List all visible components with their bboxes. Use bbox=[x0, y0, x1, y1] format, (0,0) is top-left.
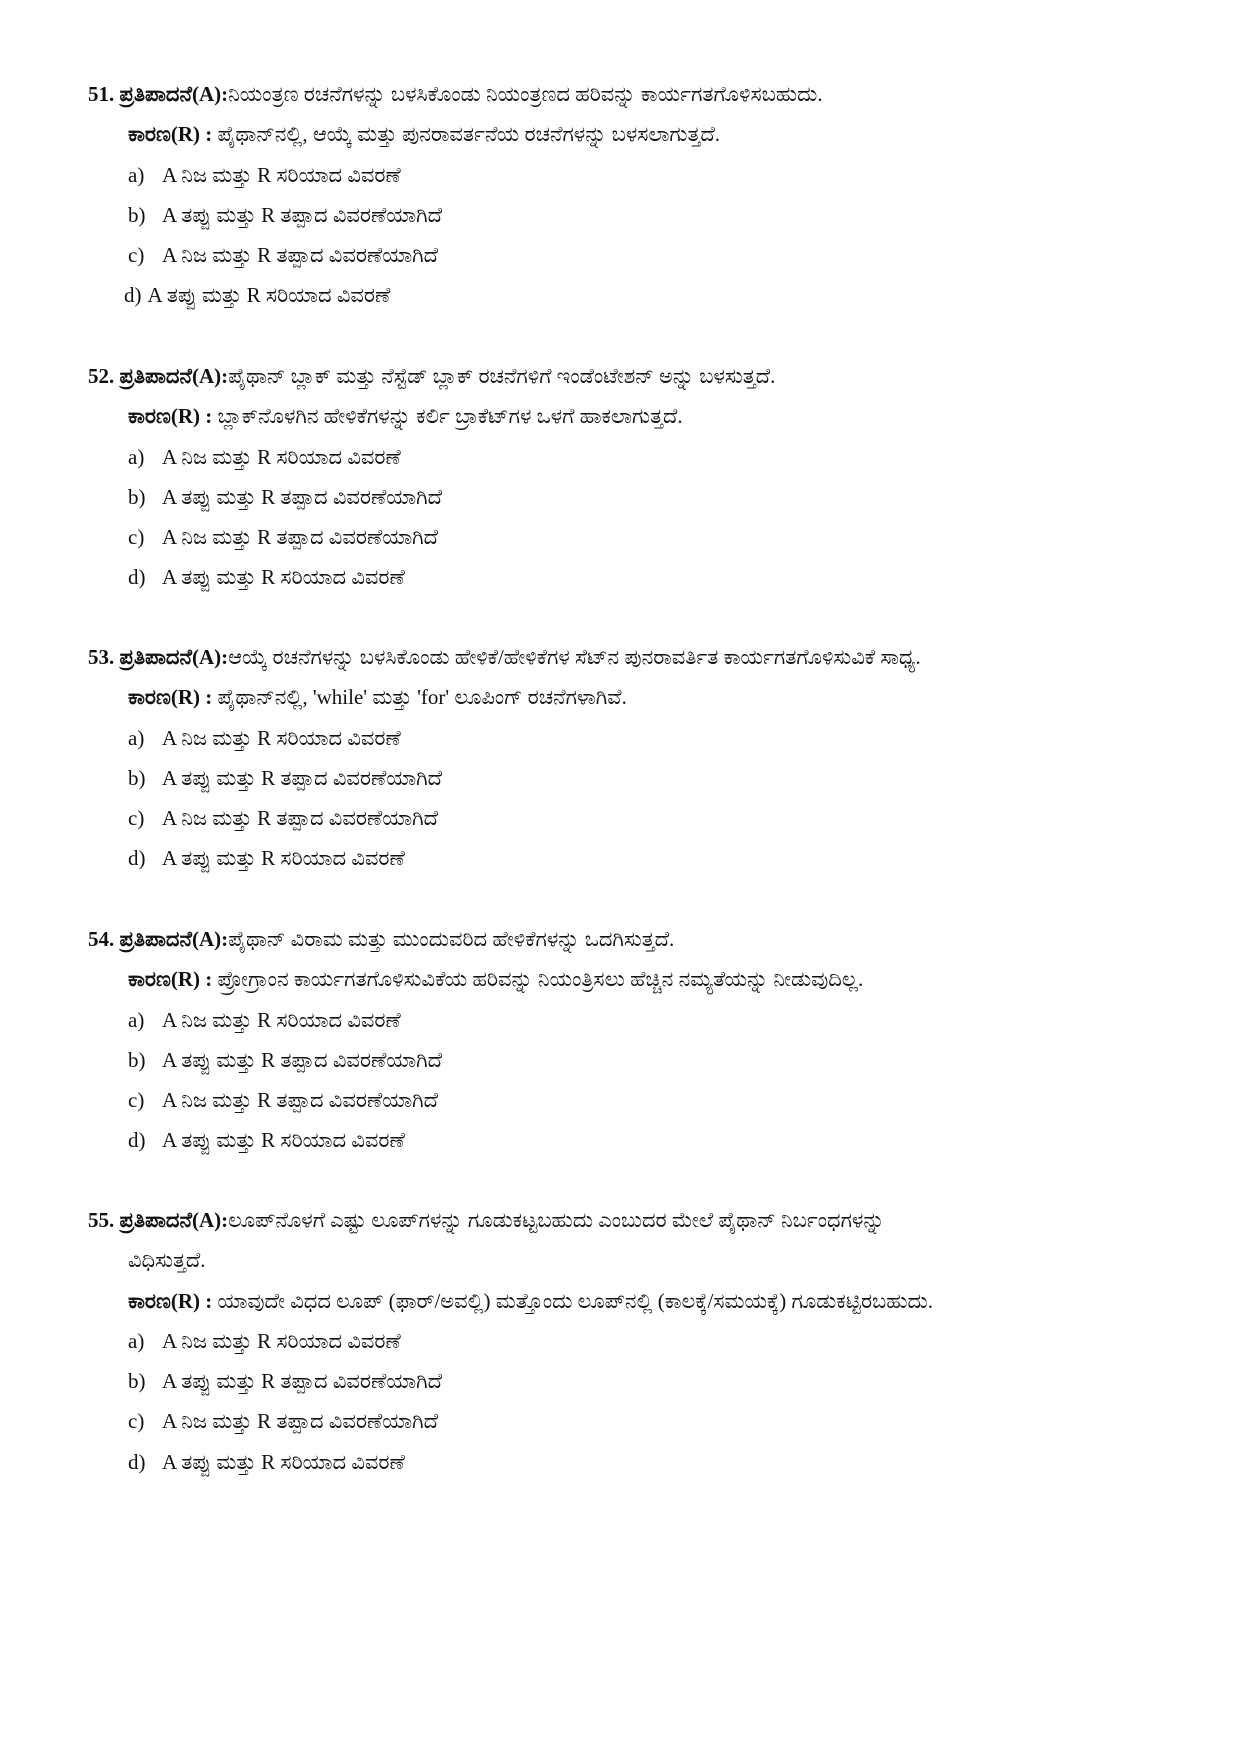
assertion-line bbox=[88, 74, 1148, 114]
option-c bbox=[88, 1401, 1148, 1441]
question-number: 55. bbox=[88, 1208, 115, 1232]
option-text: A ನಿಜ ಮತ್ತು R ಸರಿಯಾದ ವಿವರಣೆ bbox=[162, 1328, 401, 1353]
reason-label: ಕಾರಣ(R) : bbox=[128, 1288, 213, 1313]
option-d bbox=[88, 275, 1148, 315]
option-letter: c) bbox=[128, 1088, 145, 1113]
option-text: A ತಪ್ಪು ಮತ್ತು R ತಪ್ಪಾದ ವಿವರಣೆಯಾಗಿದೆ bbox=[162, 1369, 443, 1394]
assertion-line bbox=[88, 1200, 1148, 1240]
option-text: A ನಿಜ ಮತ್ತು R ತಪ್ಪಾದ ವಿವರಣೆಯಾಗಿದೆ bbox=[162, 806, 439, 831]
option-text: A ತಪ್ಪು ಮತ್ತು R ಸರಿಯಾದ ವಿವರಣೆ bbox=[162, 846, 405, 871]
option-text: A ತಪ್ಪು ಮತ್ತು R ಸರಿಯಾದ ವಿವರಣೆ bbox=[162, 1128, 405, 1153]
option-c bbox=[88, 1080, 1148, 1120]
option-text: A ನಿಜ ಮತ್ತು R ಸರಿಯಾದ ವಿವರಣೆ bbox=[162, 162, 401, 187]
option-b bbox=[88, 477, 1148, 517]
option-letter: b) bbox=[128, 1047, 146, 1072]
option-text: A ನಿಜ ಮತ್ತು R ತಪ್ಪಾದ ವಿವರಣೆಯಾಗಿದೆ bbox=[162, 243, 439, 268]
option-letter: b) bbox=[128, 202, 146, 227]
option-b bbox=[88, 195, 1148, 235]
option-b bbox=[88, 1361, 1148, 1401]
assertion-text: ನಿಯಂತ್ರಣ ರಚನೆಗಳನ್ನು ಬಳಸಿಕೊಂಡು ನಿಯಂತ್ರಣದ ಹರಿವನ್ನು ಕಾರ್ಯಗತಗೊಳಿಸಬಹುದು. bbox=[228, 82, 823, 106]
reason-text: ಪ್ರೋಗ್ರಾಂನ ಕಾರ್ಯಗತಗೊಳಿಸುವಿಕೆಯ ಹರಿವನ್ನು ನಿಯಂತ್ರಿಸಲು ಹೆಚ್ಚಿನ ನಮ್ಯತೆಯನ್ನು ನೀಡುವುದಿಲ್ಲ. bbox=[217, 967, 864, 992]
option-letter: d) bbox=[128, 1449, 146, 1474]
assertion-text: ಪೈಥಾನ್ ವಿರಾಮ ಮತ್ತು ಮುಂದುವರಿದ ಹೇಳಿಕೆಗಳನ್ನು ಒದಗಿಸುತ್ತದೆ. bbox=[228, 927, 675, 951]
reason-line bbox=[88, 677, 1148, 717]
reason-line bbox=[88, 396, 1148, 436]
option-a bbox=[88, 155, 1148, 195]
option-letter: d) bbox=[128, 565, 146, 590]
option-c bbox=[88, 798, 1148, 838]
option-a bbox=[88, 437, 1148, 477]
option-letter: b) bbox=[128, 1369, 146, 1394]
option-text: A ನಿಜ ಮತ್ತು R ತಪ್ಪಾದ ವಿವರಣೆಯಾಗಿದೆ bbox=[162, 525, 439, 550]
reason-line bbox=[88, 1281, 1148, 1321]
reason-line bbox=[88, 114, 1148, 154]
option-d bbox=[88, 1120, 1148, 1160]
option-d bbox=[88, 1442, 1148, 1482]
option-letter: d) bbox=[128, 1128, 146, 1153]
reason-text: ಪೈಥಾನ್‌ನಲ್ಲಿ, ಆಯ್ಕೆ ಮತ್ತು ಪುನರಾವರ್ತನೆಯ ರಚನೆಗಳನ್ನು ಬಳಸಲಾಗುತ್ತದೆ. bbox=[217, 122, 721, 147]
option-letter: d) bbox=[128, 846, 146, 871]
reason-label: ಕಾರಣ(R) : bbox=[128, 404, 213, 429]
option-text: A ತಪ್ಪು ಮತ್ತು R ಸರಿಯಾದ ವಿವರಣೆ bbox=[162, 565, 405, 590]
option-a bbox=[88, 1321, 1148, 1361]
assertion-line bbox=[88, 919, 1148, 959]
option-letter: a) bbox=[128, 444, 145, 469]
reason-label: ಕಾರಣ(R) : bbox=[128, 967, 213, 992]
question-block bbox=[88, 356, 1148, 598]
option-letter: c) bbox=[128, 806, 145, 831]
option-letter: c) bbox=[128, 243, 145, 268]
option-letter: b) bbox=[128, 765, 146, 790]
option-b bbox=[88, 1040, 1148, 1080]
option-d bbox=[88, 838, 1148, 878]
option-text: A ತಪ್ಪು ಮತ್ತು R ತಪ್ಪಾದ ವಿವರಣೆಯಾಗಿದೆ bbox=[162, 202, 443, 227]
question-block bbox=[88, 1200, 1148, 1482]
question-block bbox=[88, 74, 1148, 316]
option-text: A ನಿಜ ಮತ್ತು R ತಪ್ಪಾದ ವಿವರಣೆಯಾಗಿದೆ bbox=[162, 1409, 439, 1434]
question-block bbox=[88, 919, 1148, 1161]
option-letter: b) bbox=[128, 484, 146, 509]
option-letter: a) bbox=[128, 162, 145, 187]
assertion-label: ಪ್ರತಿಪಾದನೆ(A): bbox=[119, 927, 229, 951]
reason-label: ಕಾರಣ(R) : bbox=[128, 122, 213, 147]
option-letter: c) bbox=[128, 525, 145, 550]
question-block bbox=[88, 637, 1148, 879]
option-c bbox=[88, 517, 1148, 557]
option-c bbox=[88, 235, 1148, 275]
question-number: 53. bbox=[88, 645, 115, 669]
assertion-line bbox=[88, 637, 1148, 677]
option-letter: d) bbox=[124, 283, 142, 308]
assertion-continuation: ವಿಧಿಸುತ್ತದೆ. bbox=[128, 1248, 206, 1273]
option-text: A ತಪ್ಪು ಮತ್ತು R ಸರಿಯಾದ ವಿವರಣೆ bbox=[162, 1449, 405, 1474]
assertion-text: ಆಯ್ಕೆ ರಚನೆಗಳನ್ನು ಬಳಸಿಕೊಂಡು ಹೇಳಿಕೆ/ಹೇಳಿಕೆಗಳ ಸೆಟ್‌ನ ಪುನರಾವರ್ತಿತ ಕಾರ್ಯಗತಗೊಳಿಸುವಿಕೆ ಸಾಧ್ಯ. bbox=[228, 645, 921, 669]
option-text: A ನಿಜ ಮತ್ತು R ಸರಿಯಾದ ವಿವರಣೆ bbox=[162, 444, 401, 469]
option-text: A ನಿಜ ಮತ್ತು R ಸರಿಯಾದ ವಿವರಣೆ bbox=[162, 725, 401, 750]
reason-text: ಬ್ಲಾಕ್‌ನೊಳಗಿನ ಹೇಳಿಕೆಗಳನ್ನು ಕರ್ಲಿ ಬ್ರಾಕೆಟ್‌ಗಳ ಒಳಗೆ ಹಾಕಲಾಗುತ್ತದೆ. bbox=[217, 404, 683, 429]
reason-line bbox=[88, 959, 1148, 999]
option-letter: a) bbox=[128, 725, 145, 750]
assertion-label: ಪ್ರತಿಪಾದನೆ(A): bbox=[119, 1208, 229, 1232]
assertion-label: ಪ್ರತಿಪಾದನೆ(A): bbox=[119, 82, 229, 106]
question-number: 54. bbox=[88, 927, 115, 951]
assertion-label: ಪ್ರತಿಪಾದನೆ(A): bbox=[119, 645, 229, 669]
question-number: 52. bbox=[88, 364, 115, 388]
option-text: A ತಪ್ಪು ಮತ್ತು R ಸರಿಯಾದ ವಿವರಣೆ bbox=[147, 283, 391, 308]
reason-text: ಪೈಥಾನ್‌ನಲ್ಲಿ, 'while' ಮತ್ತು 'for' ಲೂಪಿಂಗ್ ರಚನೆಗಳಾಗಿವೆ. bbox=[217, 685, 627, 710]
option-text: A ತಪ್ಪು ಮತ್ತು R ತಪ್ಪಾದ ವಿವರಣೆಯಾಗಿದೆ bbox=[162, 1047, 443, 1072]
option-a bbox=[88, 718, 1148, 758]
assertion-line bbox=[88, 356, 1148, 396]
reason-text: ಯಾವುದೇ ವಿಧದ ಲೂಪ್ (ಫಾರ್/ಅವಲ್ಲಿ) ಮತ್ತೊಂದು ಲೂಪ್‌ನಲ್ಲಿ (ಕಾಲಕ್ಕೆ/ಸಮಯಕ್ಕೆ) ಗೂಡುಕಟ್ಟಿರಬಹುದು. bbox=[217, 1288, 933, 1313]
option-b bbox=[88, 758, 1148, 798]
option-text: A ತಪ್ಪು ಮತ್ತು R ತಪ್ಪಾದ ವಿವರಣೆಯಾಗಿದೆ bbox=[162, 484, 443, 509]
option-a bbox=[88, 1000, 1148, 1040]
assertion-text: ಲೂಪ್‌ನೊಳಗೆ ಎಷ್ಟು ಲೂಪ್‌ಗಳನ್ನು ಗೂಡುಕಟ್ಟಬಹುದು ಎಂಬುದರ ಮೇಲೆ ಪೈಥಾನ್ ನಿರ್ಬಂಧಗಳನ್ನು bbox=[228, 1208, 885, 1232]
option-letter: c) bbox=[128, 1409, 145, 1434]
option-letter: a) bbox=[128, 1328, 145, 1353]
reason-label: ಕಾರಣ(R) : bbox=[128, 685, 213, 710]
assertion-label: ಪ್ರತಿಪಾದನೆ(A): bbox=[119, 364, 229, 388]
option-text: A ನಿಜ ಮತ್ತು R ತಪ್ಪಾದ ವಿವರಣೆಯಾಗಿದೆ bbox=[162, 1088, 439, 1113]
question-number: 51. bbox=[88, 82, 115, 106]
assertion-text: ಪೈಥಾನ್ ಬ್ಲಾಕ್ ಮತ್ತು ನೆಸ್ಟೆಡ್ ಬ್ಲಾಕ್ ರಚನೆಗಳಿಗೆ ಇಂಡೆಂಟೇಶನ್ ಅನ್ನು ಬಳಸುತ್ತದೆ. bbox=[228, 364, 776, 388]
option-letter: a) bbox=[128, 1007, 145, 1032]
option-text: A ತಪ್ಪು ಮತ್ತು R ತಪ್ಪಾದ ವಿವರಣೆಯಾಗಿದೆ bbox=[162, 765, 443, 790]
option-text: A ನಿಜ ಮತ್ತು R ಸರಿಯಾದ ವಿವರಣೆ bbox=[162, 1007, 401, 1032]
option-d bbox=[88, 557, 1148, 597]
